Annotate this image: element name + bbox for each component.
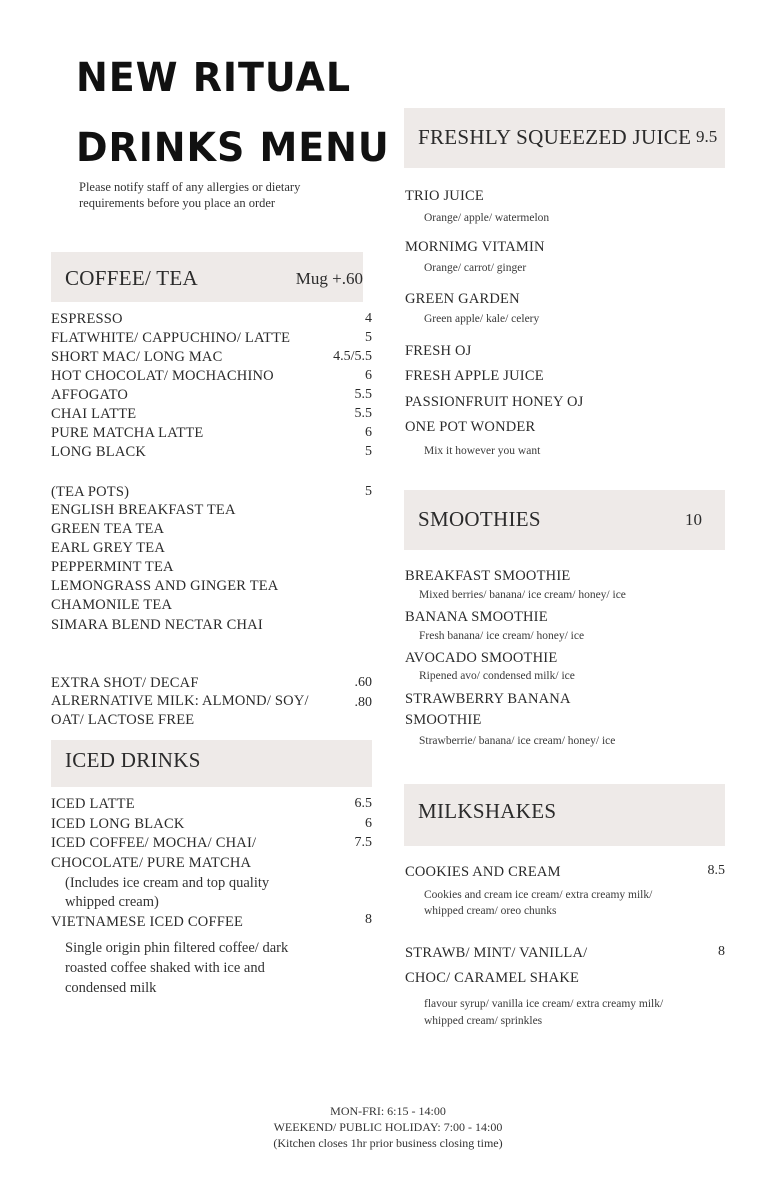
menu-item-name: PURE MATCHA LATTE [51, 425, 204, 441]
menu-item-desc: Green apple/ kale/ celery [424, 313, 540, 325]
menu-item-desc: whipped cream/ oreo chunks [424, 905, 557, 917]
extra-item-name: ALRERNATIVE MILK: ALMOND/ SOY/ [51, 693, 309, 709]
menu-item-name: ESPRESSO [51, 311, 123, 327]
menu-item-name: ONE POT WONDER [405, 419, 536, 435]
iced-drinks-header [51, 740, 372, 787]
menu-item-name: CHAI LATTE [51, 406, 137, 422]
menu-item-desc: roasted coffee shaked with ice and [65, 960, 265, 976]
menu-item-name: SHORT MAC/ LONG MAC [51, 349, 223, 365]
menu-item-price: 5.5 [354, 387, 372, 402]
menu-item-desc: Single origin phin filtered coffee/ dark [65, 940, 289, 956]
menu-item-name-cont: SMOOTHIE [405, 712, 482, 728]
hours-weekend: WEEKEND/ PUBLIC HOLIDAY: 7:00 - 14:00 [273, 1120, 503, 1134]
tea-pots-price: 5 [365, 484, 372, 499]
menu-item-price: 6.5 [354, 796, 372, 811]
menu-item-name: ICED COFFEE/ MOCHA/ CHAI/ [51, 835, 257, 851]
menu-item-desc: Fresh banana/ ice cream/ honey/ ice [419, 630, 585, 642]
menu-item-desc: Cookies and cream ice cream/ extra creamy milk/ [424, 889, 653, 901]
menu-item-desc: flavour syrup/ vanilla ice cream/ extra creamy milk/ [424, 998, 664, 1010]
menu-item-name: LONG BLACK [51, 444, 147, 460]
menu-item-price: 6 [365, 816, 372, 831]
menu-item-desc: Mixed berries/ banana/ ice cream/ honey/ ice [419, 589, 626, 601]
menu-item-name: AFFOGATO [51, 387, 129, 403]
mug-price-note: Mug +.60 [295, 269, 363, 288]
menu-item-desc: Strawberrie/ banana/ ice cream/ honey/ ice [419, 735, 616, 747]
menu-item-desc: Orange/ carrot/ ginger [424, 262, 527, 274]
menu-title-line2: DRINKS MENU [76, 125, 390, 171]
coffee-tea-heading: COFFEE/ TEA [65, 266, 199, 290]
menu-item-desc: Ripened avo/ condensed milk/ ice [419, 670, 575, 682]
menu-item-name-cont: CHOCOLATE/ PURE MATCHA [51, 855, 252, 871]
menu-item-price: 5 [365, 444, 372, 459]
juice-header [404, 108, 725, 168]
extra-item-price: .60 [354, 675, 372, 690]
extra-item-price: .80 [354, 695, 372, 710]
menu-item-price: 5.5 [354, 406, 372, 421]
menu-item-name: GREEN GARDEN [405, 291, 520, 307]
menu-item-name: PASSIONFRUIT HONEY OJ [405, 394, 584, 410]
tea-item: ENGLISH BREAKFAST TEA [51, 502, 236, 518]
menu-title-line1: NEW RITUAL [76, 55, 352, 101]
tea-item: EARL GREY TEA [51, 540, 166, 556]
coffee-tea-header [51, 252, 363, 302]
menu-item-name: FRESH APPLE JUICE [405, 368, 544, 384]
tea-item: CHAMONILE TEA [51, 597, 173, 613]
menu-item-name: BREAKFAST SMOOTHIE [405, 568, 571, 584]
menu-item-name: BANANA SMOOTHIE [405, 609, 548, 625]
menu-item-price: 5 [365, 330, 372, 345]
tea-item: GREEN TEA TEA [51, 521, 165, 537]
menu-item-name: COOKIES AND CREAM [405, 864, 561, 880]
menu-item-desc: whipped cream/ sprinkles [424, 1015, 543, 1027]
kitchen-closing-note: (Kitchen closes 1hr prior business closing time) [273, 1136, 503, 1150]
menu-item-price: 8 [718, 944, 725, 959]
extra-item-name: EXTRA SHOT/ DECAF [51, 675, 199, 691]
juice-price: 9.5 [696, 127, 718, 146]
juice-heading: FRESHLY SQUEEZED JUICE [418, 125, 692, 149]
menu-item-price: 6 [365, 425, 372, 440]
menu-item-desc: condensed milk [65, 980, 157, 996]
menu-item-price: 8.5 [707, 863, 725, 878]
menu-item-name: STRAWB/ MINT/ VANILLA/ [405, 945, 588, 961]
allergy-note: Please notify staff of any allergies or dietary requirements before you place an order [79, 180, 301, 210]
menu-item-name: STRAWBERRY BANANA [405, 691, 571, 707]
smoothies-heading: SMOOTHIES [418, 507, 541, 531]
menu-item-desc: Orange/ apple/ watermelon [424, 212, 550, 224]
smoothies-price: 10 [685, 510, 702, 529]
menu-item-desc: (Includes ice cream and top quality [65, 875, 270, 891]
tea-item: LEMONGRASS AND GINGER TEA [51, 578, 279, 594]
iced-drinks-heading: ICED DRINKS [65, 748, 201, 772]
menu-item-name: HOT CHOCOLAT/ MOCHACHINO [51, 368, 274, 384]
menu-item-price: 4.5/5.5 [333, 349, 372, 364]
menu-item-name: TRIO JUICE [405, 188, 484, 204]
smoothies-header [404, 490, 725, 550]
menu-item-price: 4 [365, 311, 372, 326]
milkshakes-heading: MILKSHAKES [418, 799, 557, 823]
menu-item-price: 6 [365, 368, 372, 383]
menu-item-name: MORNIMG VITAMIN [405, 239, 545, 255]
menu-item-name: ICED LATTE [51, 796, 135, 812]
tea-item: PEPPERMINT TEA [51, 559, 174, 575]
menu-item-desc: whipped cream) [65, 894, 159, 910]
milkshakes-header [404, 784, 725, 846]
menu-item-name: AVOCADO SMOOTHIE [405, 650, 558, 666]
tea-item: SIMARA BLEND NECTAR CHAI [51, 617, 263, 633]
extra-item-name-cont: OAT/ LACTOSE FREE [51, 712, 195, 728]
menu-item-price: 8 [365, 912, 372, 927]
hours-weekday: MON-FRI: 6:15 - 14:00 [330, 1104, 446, 1118]
menu-item-name: ICED LONG BLACK [51, 816, 185, 832]
menu-item-name: VIETNAMESE ICED COFFEE [51, 914, 244, 930]
menu-item-desc: Mix it however you want [424, 445, 541, 457]
menu-item-name: FLATWHITE/ CAPPUCHINO/ LATTE [51, 330, 291, 346]
menu-item-price: 7.5 [354, 835, 372, 850]
menu-item-name-cont: CHOC/ CARAMEL SHAKE [405, 970, 580, 986]
tea-pots-label: (TEA POTS) [51, 484, 130, 500]
menu-item-name: FRESH OJ [405, 343, 472, 359]
